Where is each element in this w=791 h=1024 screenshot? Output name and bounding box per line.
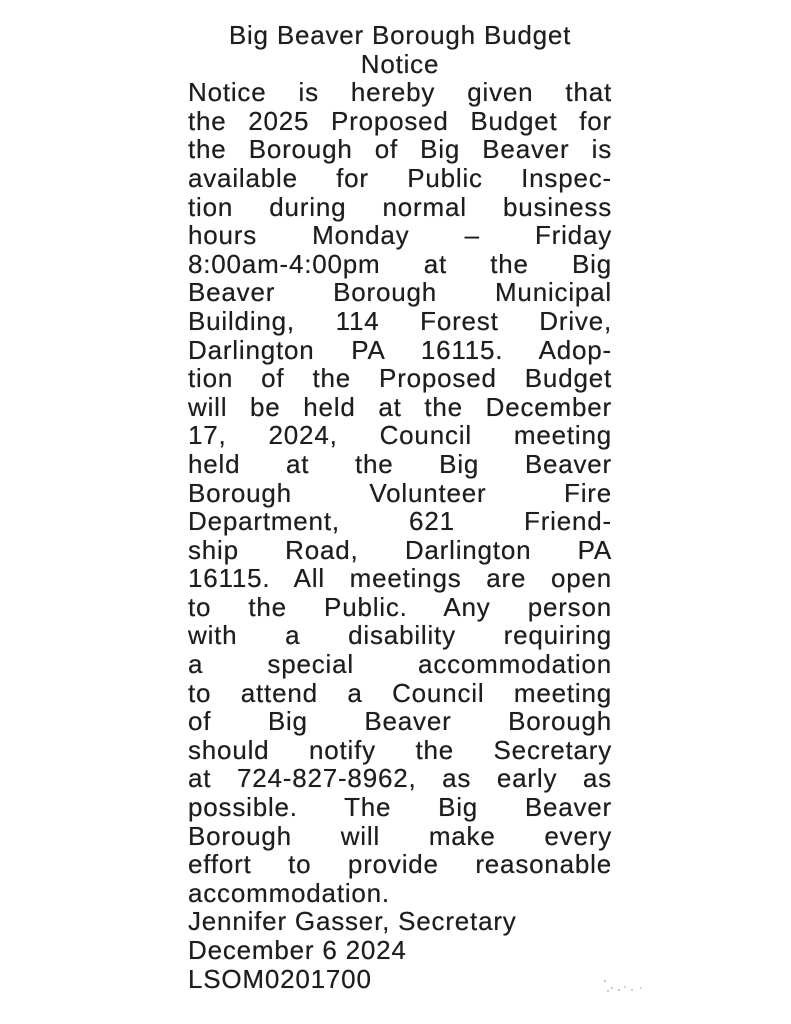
body-line: tion of the Proposed Budget <box>188 363 612 394</box>
notice-title <box>188 21 612 78</box>
body-line: Beaver Borough Municipal <box>188 277 612 308</box>
body-line: available for Public Inspec- <box>188 162 612 193</box>
body-line: Borough Volunteer Fire <box>188 477 612 508</box>
body-line: should notify the Secretary <box>188 734 612 765</box>
body-line: hours Monday – Friday <box>188 220 612 251</box>
notice-body <box>188 78 612 879</box>
body-line: the Borough of Big Beaver is <box>188 134 612 165</box>
body-line: held at the Big Beaver <box>188 448 612 479</box>
body-line: at 724-827-8962, as early as <box>188 763 612 794</box>
body-line: will be held at the December <box>188 391 612 422</box>
body-line: Borough will make every <box>188 820 612 851</box>
body-line: effort to provide reasonable <box>188 849 612 880</box>
body-line: 17, 2024, Council meeting <box>188 420 612 451</box>
body-line: Notice is hereby given that <box>188 77 612 108</box>
body-line: Darlington PA 16115. Adop- <box>188 334 612 365</box>
signature-line: December 6 2024 <box>188 935 407 965</box>
scan-artifact <box>604 976 648 992</box>
signature-line: accommodation. <box>188 877 390 908</box>
title-line: Notice <box>360 48 440 79</box>
notice-column <box>188 21 612 993</box>
body-line: Department, 621 Friend- <box>188 506 612 537</box>
body-line: the 2025 Proposed Budget for <box>188 105 612 136</box>
body-line: to attend a Council meeting <box>188 677 612 708</box>
body-line: Building, 114 Forest Drive, <box>188 305 612 336</box>
body-line: ship Road, Darlington PA <box>188 534 612 565</box>
title-line: Big Beaver Borough Budget <box>228 20 572 50</box>
body-line: 16115. All meetings are open <box>188 563 612 594</box>
body-line: possible. The Big Beaver <box>188 792 612 823</box>
body-line: of Big Beaver Borough <box>188 706 612 737</box>
notice-signature <box>188 879 612 993</box>
body-line: to the Public. Any person <box>188 591 612 622</box>
signature-line: Jennifer Gasser, Secretary <box>188 906 517 937</box>
body-line: 8:00am-4:00pm at the Big <box>188 248 612 279</box>
body-line: a special accommodation <box>188 649 612 680</box>
body-line: with a disability requiring <box>188 620 612 651</box>
signature-line: LSOM0201700 <box>188 963 372 994</box>
body-line: tion during normal business <box>188 191 612 222</box>
